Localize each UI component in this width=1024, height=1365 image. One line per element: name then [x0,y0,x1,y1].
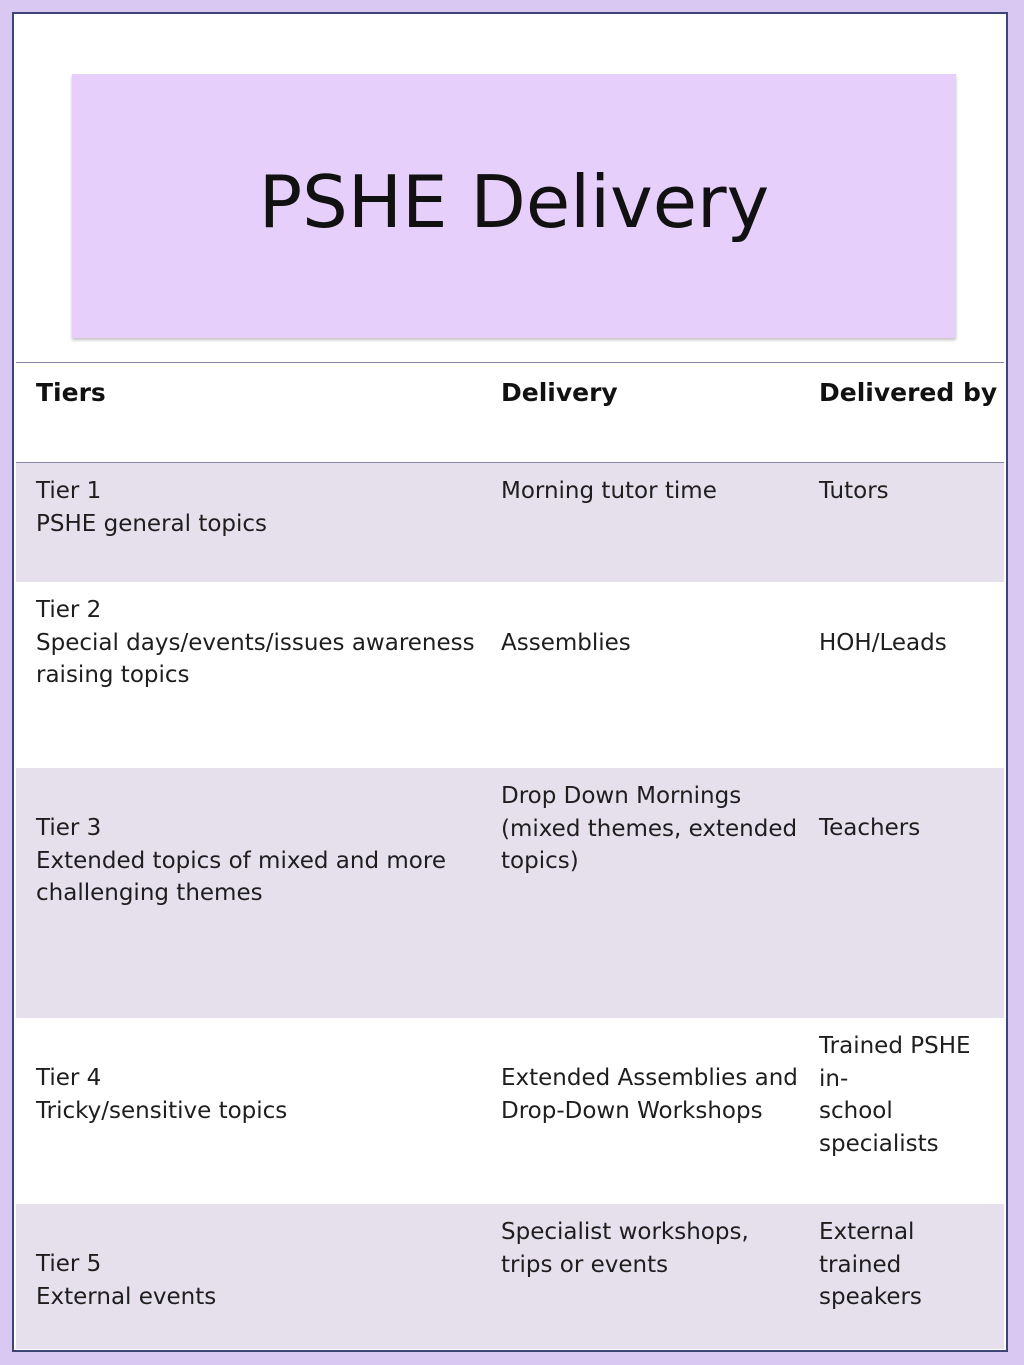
delivery-cell [481,582,799,768]
table-row [16,1018,1004,1204]
delivered-by-line: school specialists [819,1098,939,1157]
tier-line: PSHE general topics [36,510,268,537]
header-tiers: Tiers [36,378,106,407]
table-row [16,1204,1004,1349]
delivery-line: topics) [501,848,579,874]
delivered-by-cell [799,463,1004,582]
delivery-line: trips or events [501,1251,669,1278]
delivered-by-line: HOH/Leads [819,630,947,656]
delivered-by-line: Teachers [819,815,921,841]
tier-line: Tier 1 [36,478,102,504]
delivery-line: (mixed themes, extended [501,815,798,842]
tier-line: Tier 5 [36,1251,102,1277]
table-header-row [16,363,1004,463]
table-row [16,582,1004,768]
tier-cell [16,1204,481,1349]
delivered-by-line: External trained [819,1219,915,1278]
slide-frame [12,12,1008,1352]
tier-cell [16,463,481,582]
delivery-line: Morning tutor time [501,478,717,504]
tier-line: External events [36,1283,217,1310]
delivery-cell [481,768,799,1018]
tier-line: challenging themes [36,880,263,906]
tier-line: Tier 4 [36,1065,102,1091]
delivery-line: Drop-Down Workshops [501,1097,763,1124]
delivered-by-cell [799,582,1004,768]
tier-cell [16,768,481,1018]
tier-line: Tier 3 [36,815,102,841]
delivered-by-line: Trained PSHE in- [819,1033,971,1092]
delivery-line: Specialist workshops, [501,1219,749,1245]
header-delivery: Delivery [501,378,618,407]
header-delivered-by: Delivered by [819,378,998,407]
delivered-by-line: speakers [819,1284,922,1310]
tier-line: Special days/events/issues awareness [36,629,475,656]
table-row [16,463,1004,582]
tier-line: raising topics [36,662,190,688]
delivery-cell [481,1018,799,1204]
title-banner [72,74,956,338]
delivered-by-cell [799,1018,1004,1204]
tier-cell [16,1018,481,1204]
tier-line: Extended topics of mixed and more [36,847,446,874]
delivery-line: Drop Down Mornings [501,783,742,809]
delivered-by-line: Tutors [819,478,889,504]
page-title: PSHE Delivery [258,160,770,244]
delivery-line: Assemblies [501,630,631,656]
delivery-cell [481,463,799,582]
delivery-cell [481,1204,799,1349]
delivery-table [16,362,1004,1349]
table-row [16,768,1004,1018]
delivery-line: Extended Assemblies and [501,1065,798,1091]
delivered-by-cell [799,768,1004,1018]
tier-cell [16,582,481,768]
tier-line: Tier 2 [36,597,102,623]
delivered-by-cell [799,1204,1004,1349]
tier-line: Tricky/sensitive topics [36,1097,288,1124]
